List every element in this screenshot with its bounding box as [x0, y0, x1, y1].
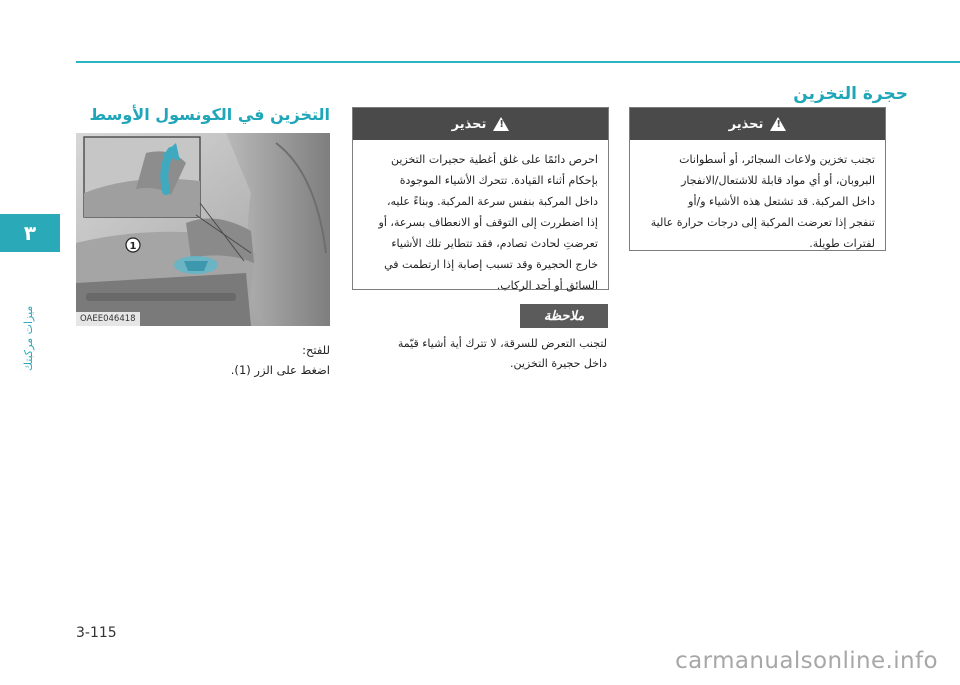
image-code: OAEE046418 — [76, 312, 140, 326]
warning-line: تنفجر إذا تعرضت المركبة إلى درجات حرارة عالية — [650, 216, 875, 229]
warning-heading: تحذير — [451, 116, 487, 132]
chapter-side-title: ميزات مركبتك — [22, 305, 35, 371]
section-title: حجرة التخزين — [793, 84, 908, 104]
warning-line: داخل المركبة بنفس سرعة المركبة. وبناءً عليه، — [386, 195, 598, 208]
chapter-tab — [0, 214, 60, 252]
warning-header — [353, 108, 608, 140]
note-badge: ملاحظة — [520, 304, 608, 328]
page-number: 3-115 — [76, 625, 117, 641]
warning-line: تجنب تخزين ولاعات السجائر، أو أسطوانات — [679, 153, 875, 166]
note-text — [352, 334, 607, 374]
warning-triangle-icon — [770, 117, 786, 131]
warning-header — [630, 108, 885, 140]
warning-line: إذا اضطررت إلى التوقف أو الانعطاف بسرعة، أو — [378, 216, 598, 229]
warning-body — [353, 140, 608, 305]
note-line: داخل حجيرة التخزين. — [510, 357, 607, 370]
watermark: carmanualsonline.info — [675, 648, 938, 674]
open-step: اضغط على الزر (1). — [230, 363, 330, 377]
warning-line: خارج الحجيرة وقد تسبب إصابة إذا ارتطمت في — [384, 258, 598, 271]
chapter-number: ٣ — [23, 221, 37, 245]
open-label: للفتح: — [302, 343, 330, 357]
warning-line: لفترات طويلة. — [809, 237, 875, 250]
console-illustration — [76, 133, 330, 326]
note-line: لتجنب التعرض للسرقة، لا تترك أية أشياء قيّمة — [397, 337, 607, 350]
console-title: التخزين في الكونسول الأوسط — [89, 105, 330, 124]
warning-line: احرص دائمًا على غلق أغطية حجيرات التخزين — [391, 153, 598, 166]
warning-body — [630, 140, 885, 263]
warning-box-close-lids — [352, 107, 609, 290]
open-instructions — [200, 340, 330, 380]
warning-line: داخل المركبة. قد تشتعل هذه الأشياء و/أو — [688, 195, 875, 208]
console-photo — [76, 133, 330, 326]
warning-box-flammables — [629, 107, 886, 251]
warning-line: السائق أو أحد الركاب. — [496, 279, 598, 292]
header-rule — [76, 61, 960, 63]
warning-line: بإحكام أثناء القيادة. تتحرك الأشياء الموجودة — [399, 174, 598, 187]
warning-line: البروبان، أو أي مواد قابلة للاشتعال/الانفجار — [681, 174, 875, 187]
warning-heading: تحذير — [728, 116, 764, 132]
callout-marker: 1 — [129, 241, 137, 252]
warning-triangle-icon — [493, 117, 509, 131]
warning-line: تعرضتِ لحادث تصادم، فقد تتطاير تلك الأشياء — [391, 237, 598, 250]
